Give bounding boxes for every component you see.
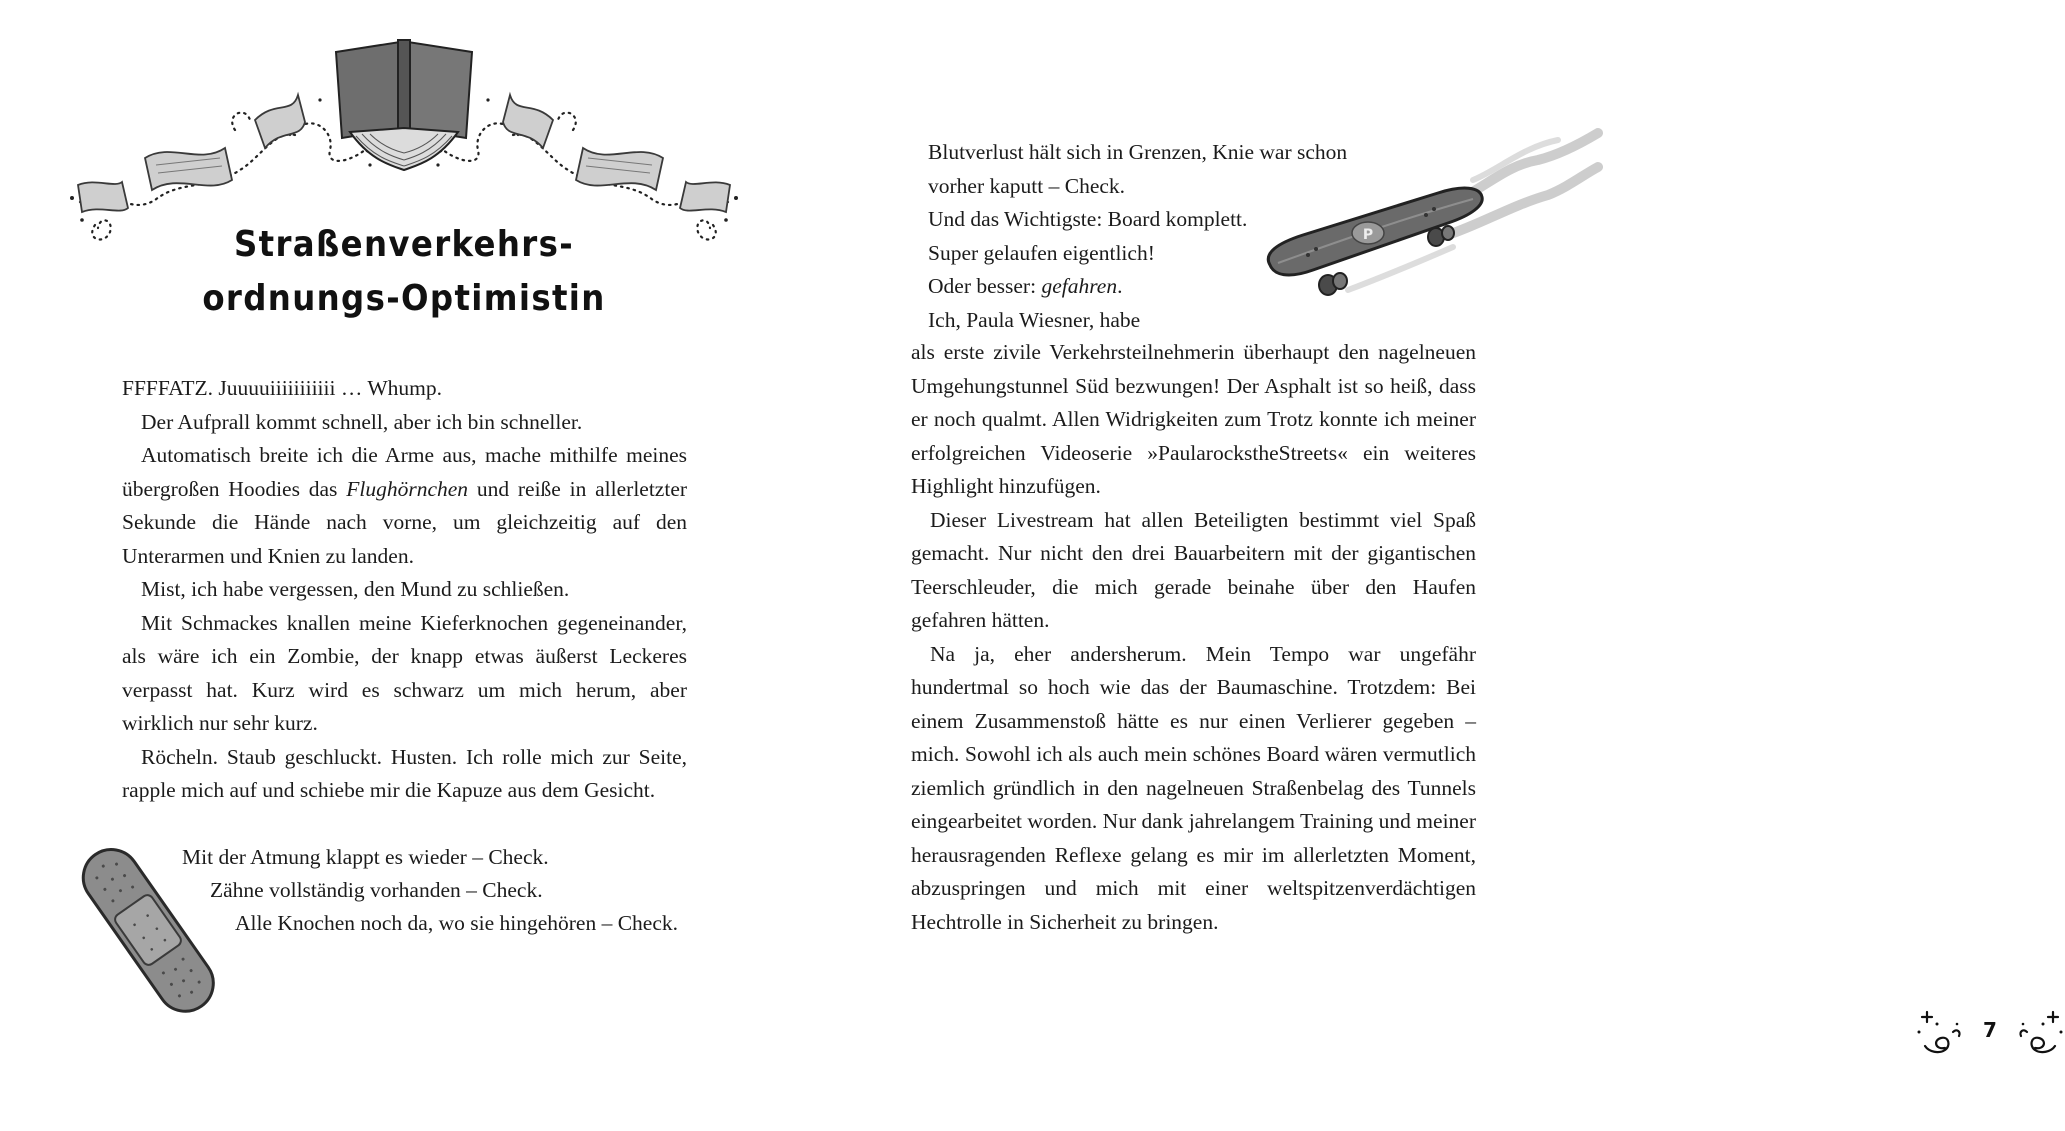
skateboard-illustration [1258, 125, 1600, 310]
chapter-title [148, 218, 659, 326]
paragraph-text: und reiße in allerletzter Sekunde die Hände nach vorne, um gleichzeitig auf den Unterarmen und Knien zu landen. [122, 476, 688, 568]
paragraph-text: Oder besser: [928, 274, 1037, 298]
emphasis-text: Flughörnchen [346, 476, 469, 501]
paragraph: Und das Wichtigste: Board komplett. [928, 207, 1248, 231]
paragraph: Blutverlust hält sich in Grenzen, Knie war schon vorher kaputt – Check. [928, 140, 1348, 198]
flourish-left-icon [1915, 1010, 1965, 1056]
bandage-illustration [78, 838, 218, 1023]
paragraph: Super gelaufen eigentlich! [928, 240, 1155, 265]
paragraph: als erste zivile Verkehrsteilnehmerin überhaupt den nagelneuen Umgehungstunnel Süd bezwungen! Der Asphalt ist so heiß, dass er noch qualmt. Allen Widrigkeiten zum Trotz konnte ich meiner erfolgreichen Videoserie »PaularockstheStreets« ein weiteres Highlight hinzufügen. [911, 340, 1476, 498]
flourish-right-icon [2015, 1010, 2065, 1056]
skateboard-logo: P [1362, 227, 1374, 243]
check-line: Zähne vollständig vorhanden – Check. [210, 878, 543, 902]
left-page [0, 0, 800, 1131]
paragraph-text: . [1117, 274, 1123, 298]
paragraph: Dieser Livestream hat allen Beteiligten bestimmt viel Spaß gemacht. Nur nicht den drei Bauarbeitern mit der gigantischen Teerschleuder, die mich gerade beinahe über den Haufen gefahren hätten. [911, 507, 1476, 632]
paragraph: Na ja, eher andersherum. Mein Tempo war ungefähr hundertmal so hoch wie das der Baumaschine. Trotzdem: Bei einem Zusammenstoß hätte es nur einen Verlierer gegeben – mich. Sowohl ich als auch mein schönes Board wären vermutlich ziemlich gründlich in den nagelneuen Straßenbelag des Tunnels eingearbeitet worden. Nur dank jahrelangem Training und meiner herausragenden Reflexe gelang es mir im allerletzten Moment, abzuspringen und mich mit einer weltspitzenverdächtigen Hechtrolle in Sicherheit zu bringen. [911, 641, 1476, 934]
emphasis-text: gefahren [1041, 274, 1118, 298]
page-number-ornament [1915, 1010, 2065, 1056]
paragraph: Ich, Paula Wiesner, habe [928, 307, 1141, 332]
paragraph: Der Aufprall kommt schnell, aber ich bin schneller. [141, 409, 583, 434]
check-line: Alle Knochen noch da, wo sie hingehören – Check. [235, 911, 679, 935]
paragraph [122, 439, 687, 573]
chapter-title-line-2: ordnungs-Optimistin [202, 278, 606, 319]
paragraph-text: Automatisch breite ich die Arme aus, mache mithilfe meines übergroßen Hoodies das [122, 443, 687, 501]
paragraph: Röcheln. Staub geschluckt. Husten. Ich rolle mich zur Seite, rapple mich auf und schiebe mir die Kapuze aus dem Gesicht. [122, 744, 687, 802]
right-page-body [911, 336, 1476, 939]
paragraph: Mist, ich habe vergessen, den Mund zu schließen. [141, 577, 570, 601]
left-page-body [122, 372, 687, 808]
page-number: 7 [1983, 1018, 1997, 1042]
chapter-title-line-1: Straßenverkehrs- [233, 224, 575, 265]
check-line: Mit der Atmung klappt es wieder – Check. [182, 845, 549, 869]
paragraph: FFFFATZ. Juuuuiiiiiiiiiii … Whump. [122, 376, 442, 400]
paragraph: Mit Schmackes knallen meine Kieferknochen gegeneinander, als wäre ich ein Zombie, der knapp etwas äußerst Leckeres verpasst hat. Kurz wird es schwarz um mich herum, aber wirklich nur sehr kurz. [122, 610, 687, 735]
